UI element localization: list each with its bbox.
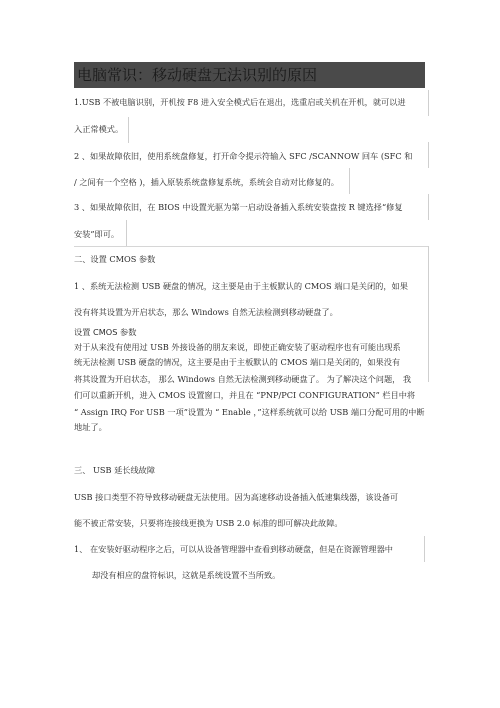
para-3-line-2: 安装”即可。 (74, 229, 120, 239)
para-2-line-2: / 之间有一个空格 )，插入原装系统盘修复系统，系统会自动对比修复的。 (74, 177, 339, 187)
section-2-line-1: 1 、系统无法检测 USB 硬盘的情况，这主要是由于主板默认的 CMOS 端口是关闭的，如果 (74, 281, 408, 291)
rule (428, 194, 429, 220)
rule (126, 220, 127, 246)
rule (74, 246, 428, 247)
rule (428, 142, 429, 168)
section-3-heading: 三、 USB 延长线故障 (74, 465, 156, 475)
title-bar (74, 62, 425, 88)
rule (424, 536, 425, 562)
page-title: 电脑常识：移动硬盘无法识别的原因 (77, 66, 318, 84)
cmos-subheading: 设置 CMOS 参数 (74, 327, 137, 337)
section-2-line-2: 没有将其设置为开启状态，那么 Windows 自然无法检测到移动硬盘了。 (74, 307, 338, 317)
rule (428, 90, 429, 116)
cmos-line-2: 统无法检测 USB 硬盘的情况，这主要是由于主板默认的 CMOS 端口是关闭的，如果没有 (74, 357, 401, 367)
rule (428, 246, 429, 382)
section-3-line-1: USB 接口类型不符导致移动硬盘无法使用。因为高速移动设备插入低速集线器，该设备可 (74, 492, 399, 502)
para-1-line-1: 1.USB 不被电脑识别，开机按 F8 进入安全模式后在退出，选重启或关机在开机，就可以进 (74, 97, 406, 107)
section-2-heading: 二、设置 CMOS 参数 (74, 254, 156, 264)
section-3-line-2: 能不被正常安装，只要将连接线更换为 USB 2.0 标准的即可解决此故障。 (74, 518, 343, 528)
cmos-line-6: 地址了。 (74, 422, 107, 432)
para-1-line-2: 入正常模式。 (74, 124, 124, 134)
item-1-line-1: 1、 在安装好驱动程序之后，可以从设备管理器中查看到移动硬盘，但是在资源管理器中 (74, 544, 393, 554)
cmos-line-5: “ Assign IRQ For USB 一项”设置为 “ Enable ，”这样系统就可以给 USB 端口分配可用的中断 (74, 407, 425, 417)
item-1-line-2: 却没有相应的盘符标识，这就是系统设置不当所致。 (92, 570, 281, 580)
rule (349, 168, 350, 194)
cmos-line-3: 将其设置为开启状态， 那么 Windows 自然无法检测到移动硬盘了。 为了解决这个问题， 我 (74, 374, 412, 384)
para-3-line-1: 3 、如果故障依旧，在 BIOS 中设置光驱为第一启动设备插入系统安装盘按 R 键选择“修复 (74, 202, 403, 212)
para-2-line-1: 2 、如果故障依旧，使用系统盘修复，打开命令提示符输入 SFC /SCANNOW 回车 (SFC 和 (74, 151, 413, 161)
rule (128, 117, 129, 143)
cmos-line-1: 对于从来没有使用过 USB 外接设备的朋友来说，即使正确安装了驱动程序也有可能出现系 (74, 342, 401, 352)
cmos-line-4: 们可以重新开机，进入 CMOS 设置窗口，并且在 “PNP/PCI CONFIGURATION” 栏目中将 (74, 390, 416, 400)
